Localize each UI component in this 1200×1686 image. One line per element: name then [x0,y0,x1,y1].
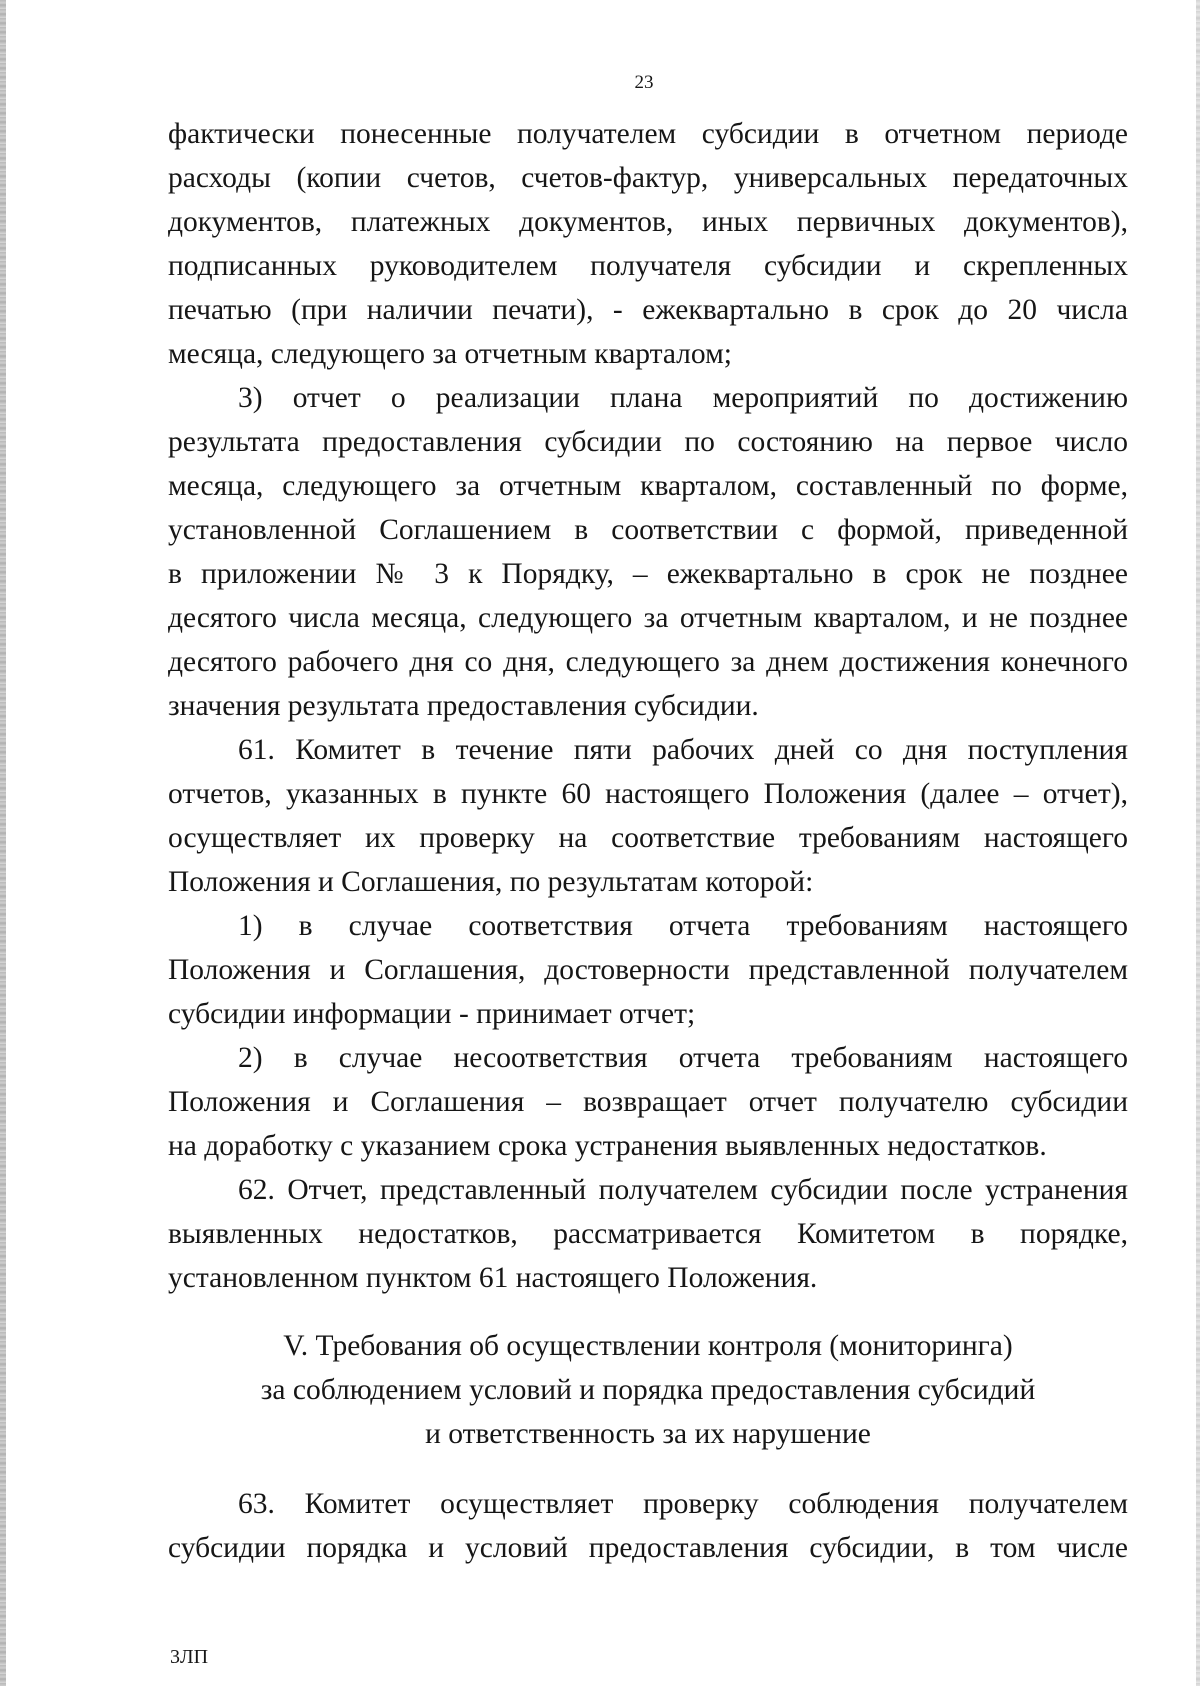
text-line: субсидии порядка и условий предоставления субсидии, в том числе [168,1532,1128,1564]
text-line: печатью (при наличии печати), - ежеквартально в срок до 20 числа [168,294,1128,326]
text-line: Положения и Соглашения – возвращает отчет получателю субсидии [168,1086,1128,1118]
paragraph-62 [168,1168,1128,1300]
text-line: установленном пунктом 61 настоящего Положения. [168,1262,818,1294]
text-line: 2) в случае несоответствия отчета требованиям настоящего [238,1042,1128,1074]
text-line: установленной Соглашением в соответствии с формой, приведенной [168,514,1128,546]
text-line: фактически понесенные получателем субсидии в отчетном периоде [168,118,1128,150]
paragraph-61-item-1 [168,904,1128,1036]
text-line: месяца, следующего за отчетным кварталом, составленный по форме, [168,470,1128,502]
text-line: десятого рабочего дня со дня, следующего за днем достижения конечного [168,646,1128,678]
paragraph-continuation [168,112,1128,376]
spacer [168,1456,1128,1482]
text-line: Положения и Соглашения, достоверности представленной получателем [168,954,1128,986]
paragraph-item-3 [168,376,1128,728]
scan-edge-right [1196,0,1200,1686]
text-line: документов, платежных документов, иных первичных документов), [168,206,1128,238]
paragraph-63 [168,1482,1128,1570]
text-line: 3) отчет о реализации плана мероприятий по достижению [238,382,1128,414]
section-heading [168,1324,1128,1456]
text-line: на доработку с указанием срока устранения выявленных недостатков. [168,1130,1047,1162]
paragraph-61 [168,728,1128,904]
text-line: 62. Отчет, представленный получателем субсидии после устранения [238,1174,1128,1206]
text-line: Положения и Соглашения, по результатам которой: [168,866,814,898]
heading-line: и ответственность за их нарушение [425,1418,871,1450]
text-line: 61. Комитет в течение пяти рабочих дней со дня поступления [238,734,1128,766]
text-line: подписанных руководителем получателя субсидии и скрепленных [168,250,1128,282]
text-line: в приложении № 3 к Порядку, – ежеквартально в срок не позднее [168,558,1128,590]
text-line: выявленных недостатков, рассматривается Комитетом в порядке, [168,1218,1128,1250]
text-line: субсидии информации - принимает отчет; [168,998,696,1030]
heading-line: за соблюдением условий и порядка предоставления субсидий [260,1374,1036,1406]
paragraph-61-item-2 [168,1036,1128,1168]
text-line: десятого числа месяца, следующего за отчетным кварталом, и не позднее [168,602,1128,634]
text-line: осуществляет их проверку на соответствие требованиям настоящего [168,822,1128,854]
text-line: расходы (копии счетов, счетов-фактур, универсальных передаточных [168,162,1128,194]
scan-edge-left [0,0,6,1686]
text-line: 1) в случае соответствия отчета требованиям настоящего [238,910,1128,942]
text-line: месяца, следующего за отчетным кварталом; [168,338,732,370]
heading-line: V. Требования об осуществлении контроля (мониторинга) [283,1330,1013,1362]
page-number: 23 [634,72,654,93]
text-line: результата предоставления субсидии по состоянию на первое число [168,426,1128,458]
spacer [168,1300,1128,1324]
text-line: 63. Комитет осуществляет проверку соблюдения получателем [238,1488,1128,1520]
document-body [168,112,1128,1570]
footer-code: 3ЛП [170,1646,209,1668]
text-line: отчетов, указанных в пункте 60 настоящего Положения (далее – отчет), [168,778,1128,810]
text-line: значения результата предоставления субсидии. [168,690,759,722]
